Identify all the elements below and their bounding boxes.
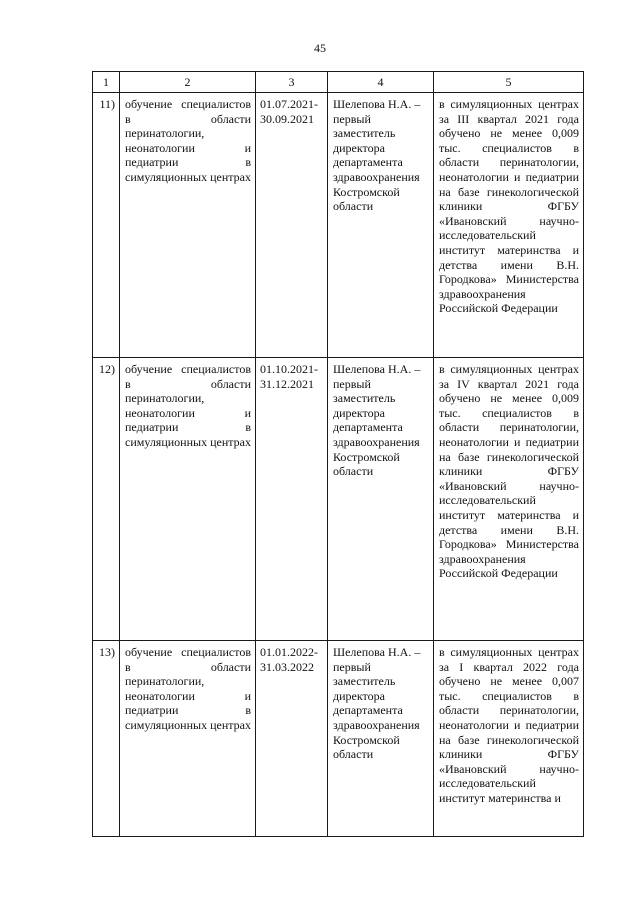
table-header-row bbox=[93, 72, 584, 93]
row-number: 11) bbox=[99, 97, 115, 111]
row-number-cell bbox=[93, 358, 120, 641]
result-cell bbox=[434, 358, 584, 641]
result-cell bbox=[434, 641, 584, 837]
header-cell-2: 2 bbox=[120, 72, 256, 93]
task-text: обучение специалистов в области перинатологии, неонатологии и педиатрии в симуляционных центрах bbox=[125, 362, 251, 449]
row-number-cell bbox=[93, 641, 120, 837]
period-cell bbox=[256, 358, 328, 641]
responsible-cell bbox=[328, 358, 434, 641]
table-row bbox=[93, 358, 584, 641]
row-number: 13) bbox=[99, 645, 115, 659]
task-cell bbox=[120, 93, 256, 358]
responsible-text: Шелепова Н.А. – первый заместитель директора департамента здравоохранения Костромской области bbox=[333, 362, 421, 479]
row-number-cell bbox=[93, 93, 120, 358]
header-cell-4: 4 bbox=[328, 72, 434, 93]
task-cell bbox=[120, 358, 256, 641]
result-text: в симуляционных центрах за III квартал 2021 года обучено не менее 0,009 тыс. специалистов в области перинатологии, неонатологии и педиатрии на базе гинекологической клиники ФГБУ «Ивановский научно-исследовательский институт материнства и детства имени В.Н. Городкова» Министерства здравоохранения Российской Федерации bbox=[439, 97, 579, 316]
responsible-text: Шелепова Н.А. – первый заместитель директора департамента здравоохранения Костромской области bbox=[333, 645, 421, 762]
plan-table bbox=[92, 71, 584, 837]
period-cell bbox=[256, 641, 328, 837]
period-text: 01.01.2022-31.03.2022 bbox=[260, 645, 318, 674]
header-cell-3: 3 bbox=[256, 72, 328, 93]
period-text: 01.07.2021-30.09.2021 bbox=[260, 97, 318, 126]
header-cell-1: 1 bbox=[93, 72, 120, 93]
task-cell bbox=[120, 641, 256, 837]
period-cell bbox=[256, 93, 328, 358]
result-text: в симуляционных центрах за I квартал 2022 года обучено не менее 0,007 тыс. специалистов в области перинатологии, неонатологии и педиатрии на базе гинекологической клиники ФГБУ «Ивановский научно-исследовательский институт материнства и bbox=[439, 645, 579, 805]
result-cell bbox=[434, 93, 584, 358]
task-text: обучение специалистов в области перинатологии, неонатологии и педиатрии в симуляционных центрах bbox=[125, 645, 251, 732]
responsible-cell bbox=[328, 641, 434, 837]
responsible-text: Шелепова Н.А. – первый заместитель директора департамента здравоохранения Костромской области bbox=[333, 97, 421, 214]
result-text: в симуляционных центрах за IV квартал 2021 года обучено не менее 0,009 тыс. специалистов в области перинатологии, неонатологии и педиатрии на базе гинекологической клиники ФГБУ «Ивановский научно-исследовательский институт материнства и детства имени В.Н. Городкова» Министерства здравоохранения Российской Федерации bbox=[439, 362, 579, 581]
table-row bbox=[93, 641, 584, 837]
responsible-cell bbox=[328, 93, 434, 358]
period-text: 01.10.2021-31.12.2021 bbox=[260, 362, 318, 391]
header-cell-5: 5 bbox=[434, 72, 584, 93]
row-number: 12) bbox=[99, 362, 115, 376]
table-row bbox=[93, 93, 584, 358]
page-number: 45 bbox=[314, 41, 326, 55]
task-text: обучение специалистов в области перинатологии, неонатологии и педиатрии в симуляционных центрах bbox=[125, 97, 251, 184]
